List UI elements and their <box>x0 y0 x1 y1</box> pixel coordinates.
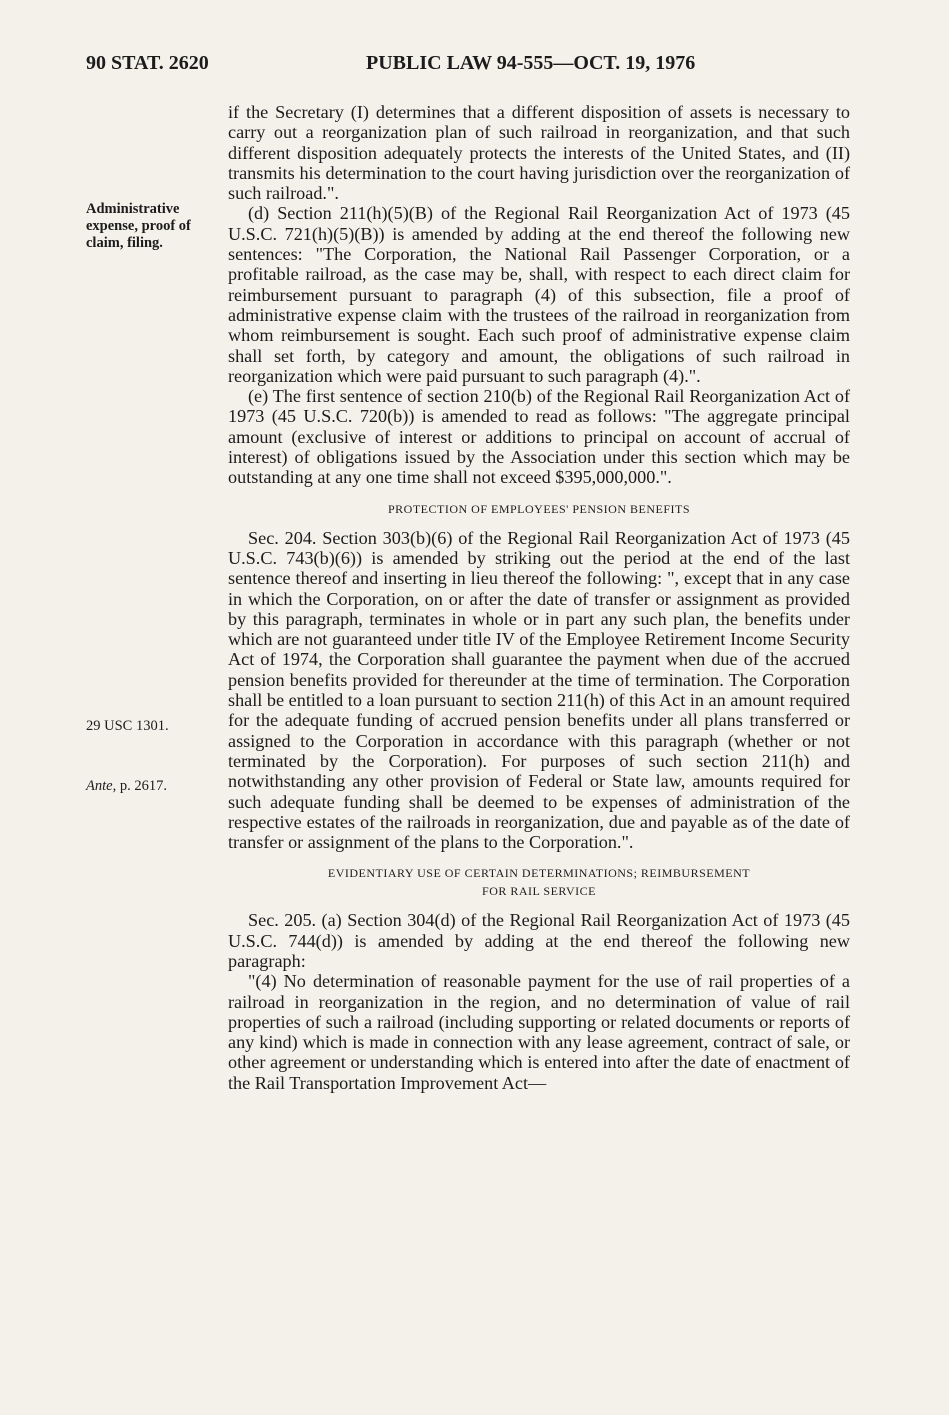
heading-pension-benefits: PROTECTION OF EMPLOYEES' PENSION BENEFITS <box>387 501 690 516</box>
paragraph-continuation: if the Secretary (I) determines that a different disposition of assets is necessary to carry out a reorganization plan of such railroad in reorganization, and that such different disposition adequately protects the interests of the United States, and (II) transmits his determination to the court having jurisdiction over the reorganization of such railroad.". <box>228 102 850 204</box>
margin-note-usc: 29 USC 1301. <box>86 718 169 734</box>
paragraph-4: "(4) No determination of reasonable payment for the use of rail properties of a railroad in reorganization in the region, and no determination of value of rail properties of such a railroad (including supporting or related documents or reports of any kind) which is made in connection with any lease agreement, contract of sale, or other agreement or understanding which is entered into after the date of enactment of the Rail Transportation Improvement Act— <box>228 971 850 1093</box>
stat-page-number: 90 STAT. 2620 <box>86 52 209 74</box>
heading-evidentiary-use <box>228 864 850 900</box>
paragraph-section-d: (d) Section 211(h)(5)(B) of the Regional Rail Reorganization Act of 1973 (45 U.S.C. 721(h)(5)(B)) is amended by adding at the end thereof the following new sentences: "The Corporation, the National Rail Passenger Corporation, or a profitable railroad, as the case may be, shall, with respect to each direct claim for reimbursement pursuant to paragraph (4) of this subsection, file a proof of administrative expense claim with the trustees of the railroad in reorganization from whom reimbursement is sought. Each such proof of administrative expense claim shall set forth, by category and amount, the obligations of such railroad in reorganization which were paid pursuant to such paragraph (4).". <box>228 203 850 386</box>
paragraph-section-e: (e) The first sentence of section 210(b) of the Regional Rail Reorganization Act of 1973 (45 U.S.C. 720(b)) is amended to read as follows: "The aggregate principal amount (exclusive of interest or additions to principal on account of accrual of interest) of obligations issued by the Association under this section which may be outstanding at any one time shall not exceed $395,000,000.". <box>228 386 850 488</box>
ante-label: Ante, <box>86 778 117 794</box>
margin-note-ante <box>86 778 206 795</box>
margin-note-administrative: Administrative expense, proof of claim, filing. <box>86 201 191 251</box>
body-text <box>228 102 850 1093</box>
page-header <box>86 52 866 82</box>
paragraph-sec-205: Sec. 205. (a) Section 304(d) of the Regional Rail Reorganization Act of 1973 (45 U.S.C. 744(d)) is amended by adding at the end thereof the following new paragraph: <box>228 910 850 971</box>
law-title: PUBLIC LAW 94-555—OCT. 19, 1976 <box>366 52 696 74</box>
heading-evidentiary-line2: FOR RAIL SERVICE <box>482 884 596 899</box>
ante-page: p. 2617. <box>116 778 167 794</box>
heading-evidentiary-line1: EVIDENTIARY USE OF CERTAIN DETERMINATIONS; REIMBURSEMENT <box>327 866 751 881</box>
paragraph-sec-204: Sec. 204. Section 303(b)(6) of the Regional Rail Reorganization Act of 1973 (45 U.S.C. 743(b)(6)) is amended by striking out the period at the end of the last sentence thereof and inserting in lieu thereof the following: ", except that in any case in which the Corporation, on or after the date of transfer or assignment as provided by this paragraph, terminates in whole or in part any such plan, the benefits under which are not guaranteed under title IV of the Employee Retirement Income Security Act of 1974, the Corporation shall guarantee the payment when due of the accrued pension benefits provided for thereunder at the time of termination. The Corporation shall be entitled to a loan pursuant to section 211(h) of this Act in an amount required for the adequate funding of accrued pension benefits under all plans transferred or assigned to the Corporation in accordance with this paragraph (whether or not terminated by the Corporation). For purposes of such section 211(h) and notwithstanding any other provision of Federal or State law, amounts required for such adequate funding shall be deemed to be expenses of administration of the respective estates of the railroads in reorganization, due and payable as of the date of transfer or assignment of the plans to the Corporation.". <box>228 527 850 853</box>
